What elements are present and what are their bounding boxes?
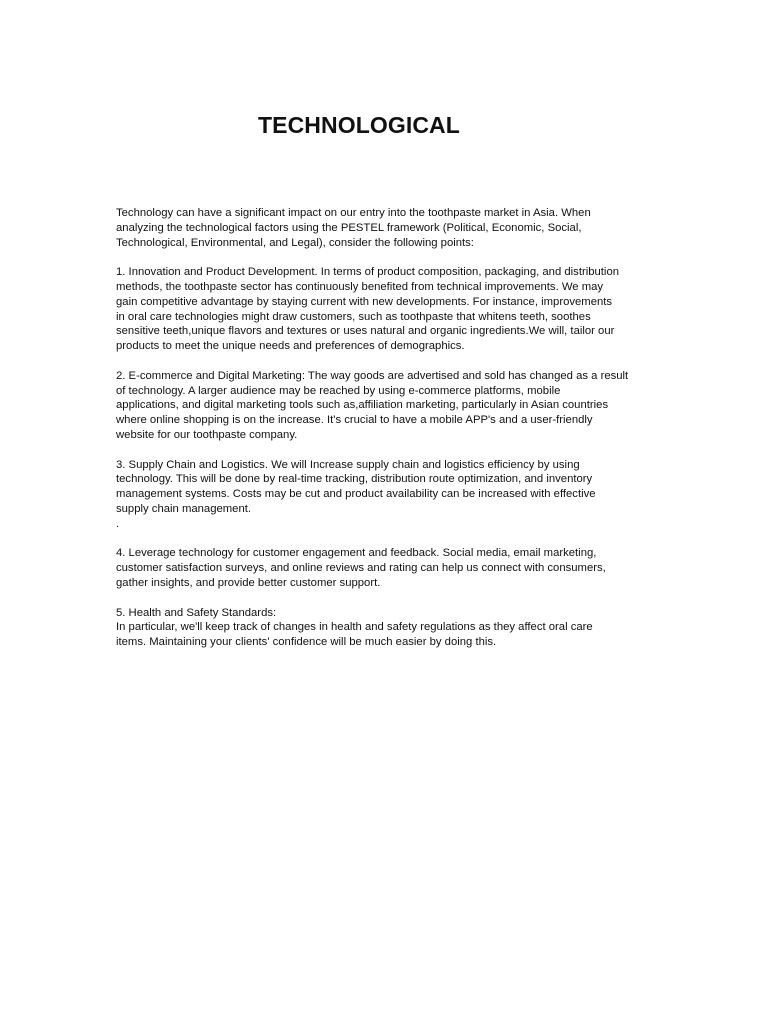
- intro-paragraph: Technology can have a significant impact on our entry into the toothpaste market in Asia. When analyzing the technological factors using the PESTEL framework (Political, Economic, Social, Technological, Environmental, and Legal), consider the following points:: [116, 207, 591, 249]
- document-title: TECHNOLOGICAL: [258, 112, 460, 138]
- point-ecommerce-paragraph: 2. E-commerce and Digital Marketing: The way goods are advertised and sold has changed as a result of technology. A larger audience may be reached by using e-commerce platforms, mobile applications, and digital marketing tools such as,affiliation marketing, particularly in Asian countries where online shopping is on the increase. It's crucial to have a mobile APP's and a user-friendly website for our toothpaste company.: [116, 369, 629, 441]
- document-body: [116, 206, 656, 665]
- point-supply-chain-paragraph: 3. Supply Chain and Logistics. We will Increase supply chain and logistics efficiency by using technology. This will be done by real-time tracking, distribution route optimization, and inventory management systems. Costs may be cut and product availability can be increased with effective supply chain management. .: [116, 458, 596, 530]
- point-innovation-paragraph: 1. Innovation and Product Development. In terms of product composition, packaging, and distribution methods, the toothpaste sector has continuously benefited from technical improvements. We may gain competitive advantage by staying current with new developments. For instance, improvements in oral care technologies might draw customers, such as toothpaste that whitens teeth, soothes sensitive teeth,unique flavors and textures or uses natural and organic ingredients.We will, tailor our products to meet the unique needs and preferences of demographics.: [116, 266, 620, 353]
- point-health-safety-paragraph: 5. Health and Safety Standards: In particular, we'll keep track of changes in health and safety regulations as they affect oral care items. Maintaining your clients' confidence will be much easier by doing this.: [116, 606, 593, 649]
- point-customer-engagement-paragraph: 4. Leverage technology for customer engagement and feedback. Social media, email marketing, customer satisfaction surveys, and online reviews and rating can help us connect with consumers, gather insights, and provide better customer support.: [116, 547, 606, 589]
